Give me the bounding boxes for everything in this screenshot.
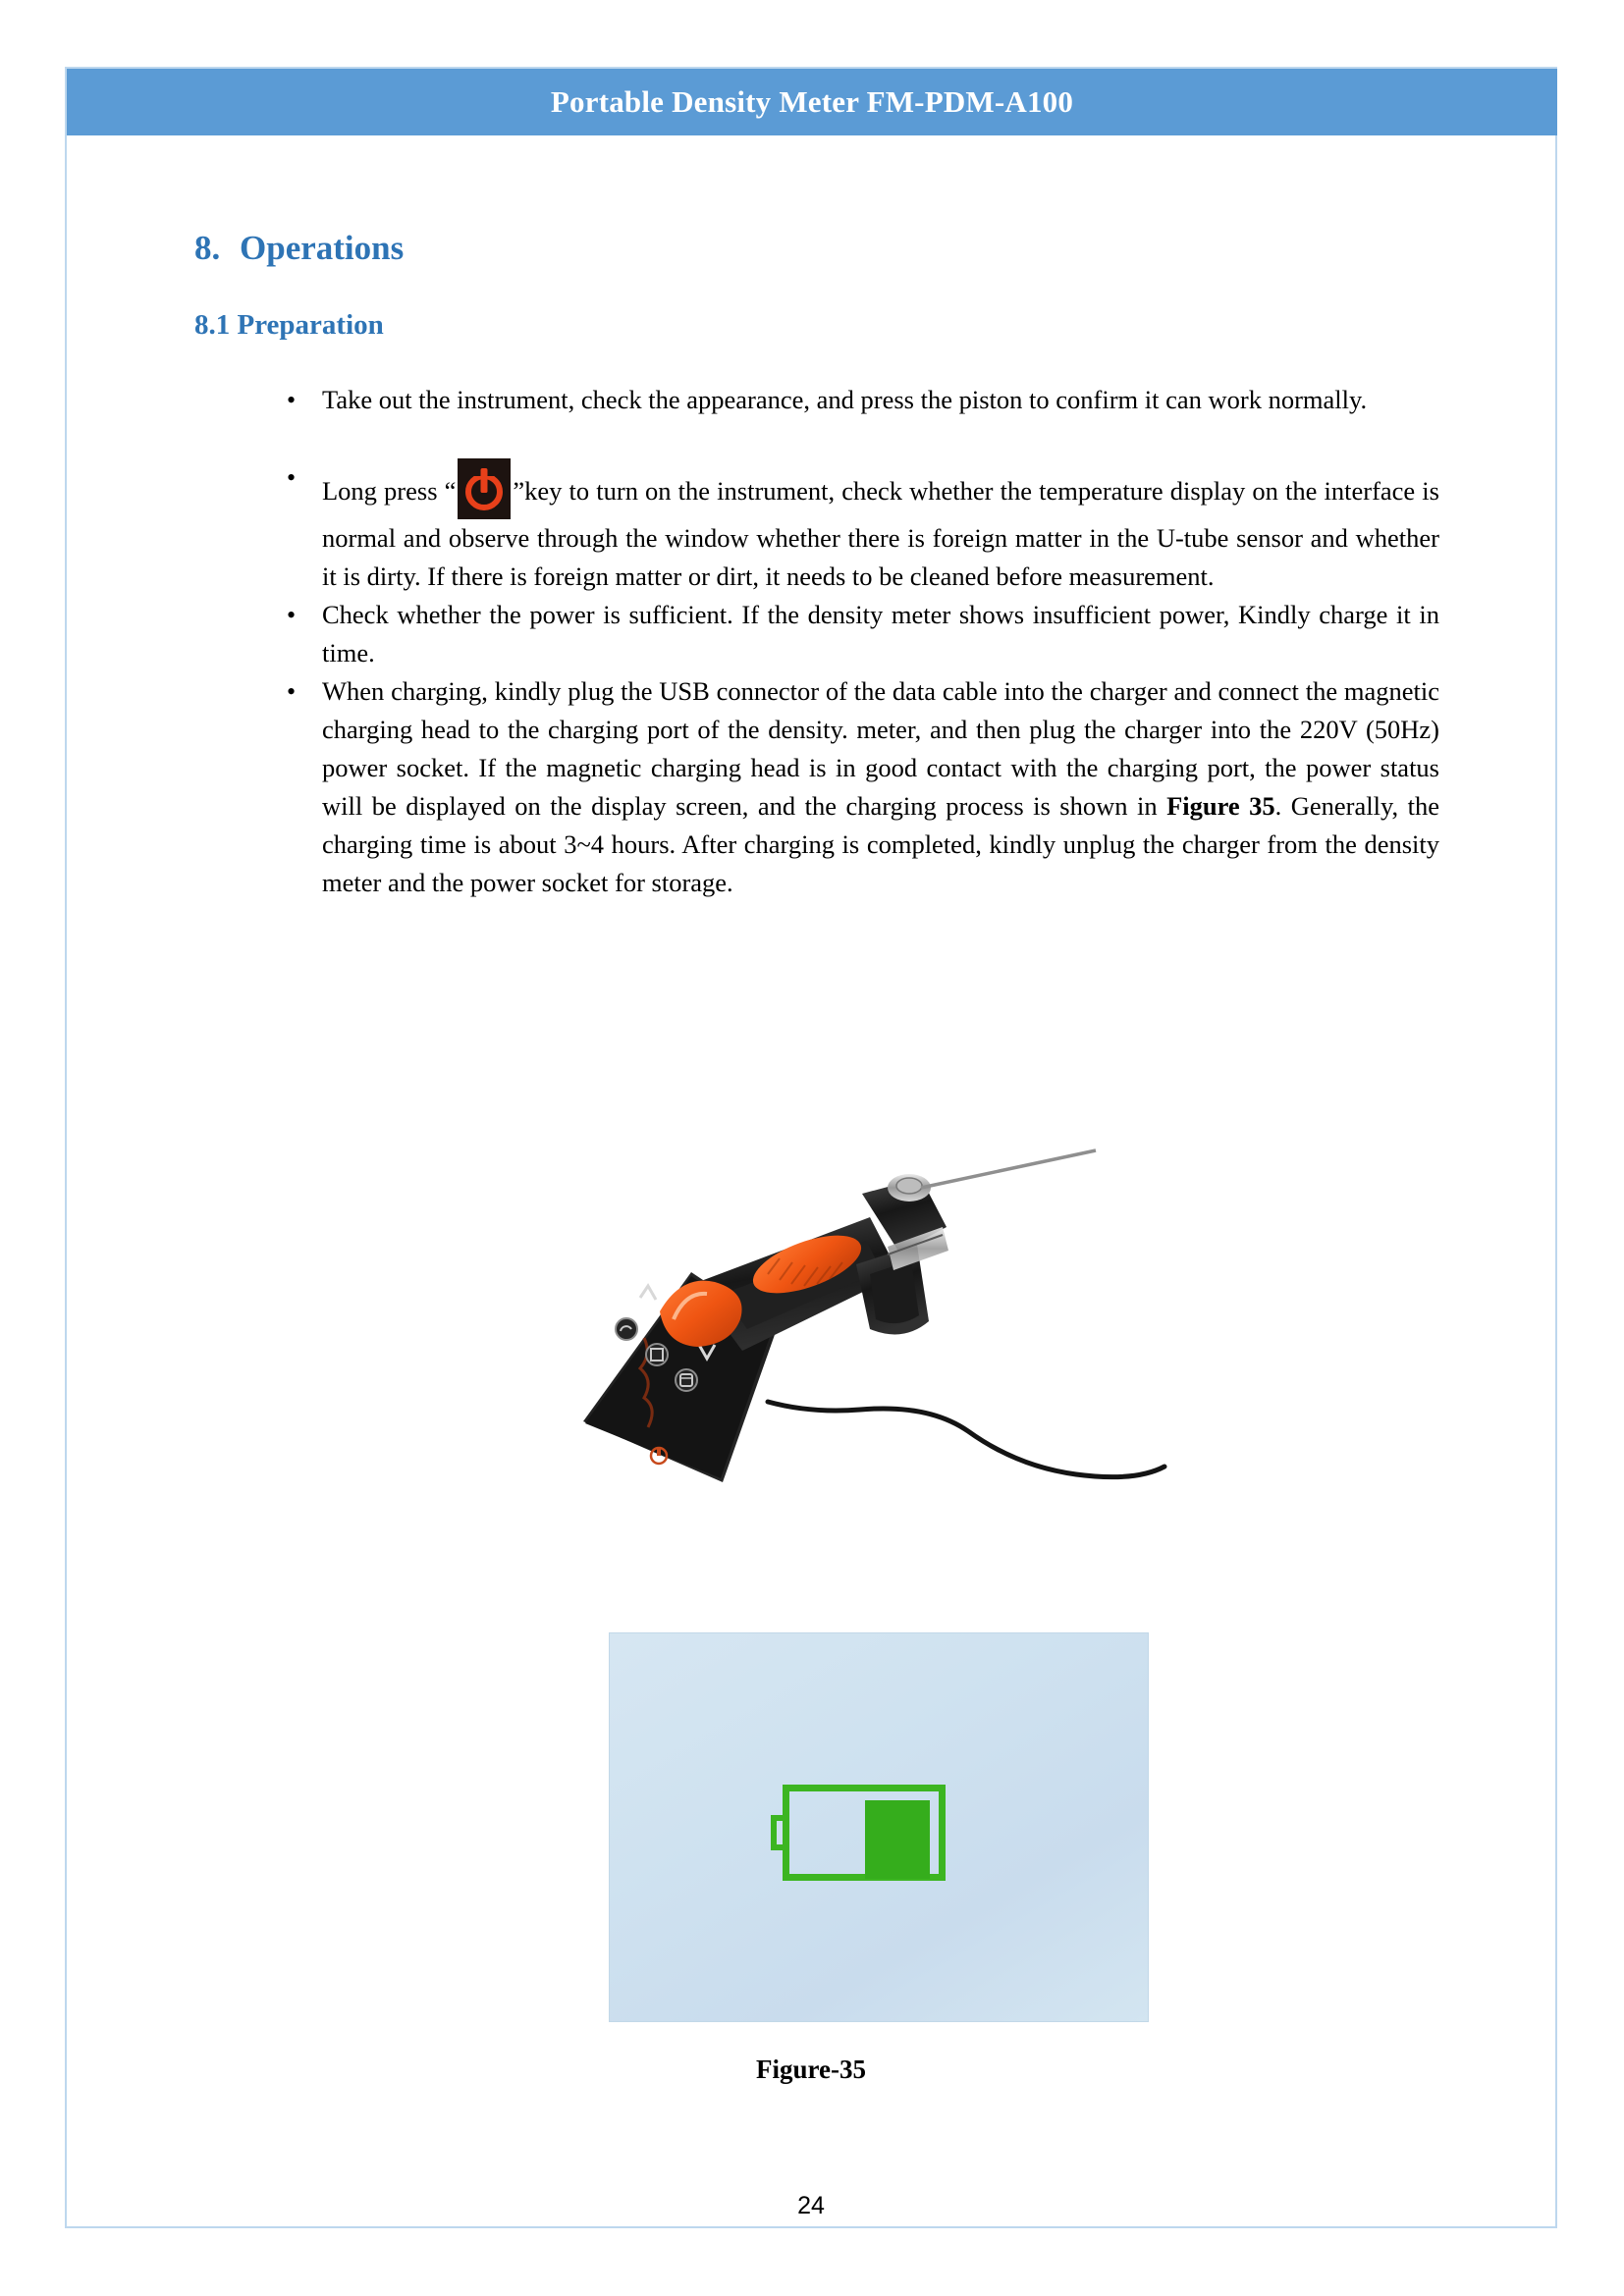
section-title: Operations: [240, 229, 405, 267]
bullet-text-before-icon: Long press “: [322, 476, 457, 506]
page-number: 24: [797, 2192, 825, 2219]
section-number: 8.: [194, 229, 221, 267]
preparation-bullet-list: [261, 381, 1439, 902]
section-heading: [194, 229, 404, 268]
battery-outline: [783, 1785, 946, 1881]
bullet-text-part1: When charging, kindly plug the USB connector of the data cable into the charger and connect the magnetic charging head to the charging port of the density. meter, and then plug the charger into the 220V (50Hz) power socket. If the magnetic charging head is in good contact with the charging port, the power status will be displayed on the display screen, and the charging process is shown in: [322, 676, 1439, 821]
device-photo: [575, 1137, 1184, 1559]
page-content: [65, 135, 1557, 2228]
figure-caption: Figure-35: [756, 2055, 866, 2084]
list-item: [261, 381, 1439, 419]
bullet-text-part2: . Generally, the charging time is about 3~4 hours. After charging is completed, kindly unplug the charger from the density meter and the power socket for storage.: [322, 791, 1439, 897]
document-title: Portable Density Meter FM-PDM-A100: [550, 84, 1074, 119]
bullet-text: Take out the instrument, check the appearance, and press the piston to confirm it can work normally.: [322, 385, 1368, 414]
list-item: [261, 672, 1439, 902]
display-screen-figure: [609, 1632, 1149, 2022]
list-item: [261, 458, 1439, 596]
power-button-icon: [458, 458, 511, 519]
subsection-heading: 8.1 Preparation: [194, 309, 384, 341]
bullet-text: Check whether the power is sufficient. If the density meter shows insufficient power, Kindly charge it in time.: [322, 600, 1439, 667]
list-item: [261, 596, 1439, 672]
figure-reference: Figure 35: [1166, 791, 1275, 821]
battery-fill-level: [865, 1800, 930, 1879]
battery-charging-icon: [771, 1785, 946, 1881]
bullet-text-after-icon: ”key to turn on the instrument, check whether the temperature display on the interface is normal and observe through the window whether there is foreign matter in the U-tube sensor and whether it is dirty. If there is foreign matter or dirt, it needs to be cleaned before measurement.: [322, 476, 1439, 591]
document-header-band: [67, 69, 1557, 135]
